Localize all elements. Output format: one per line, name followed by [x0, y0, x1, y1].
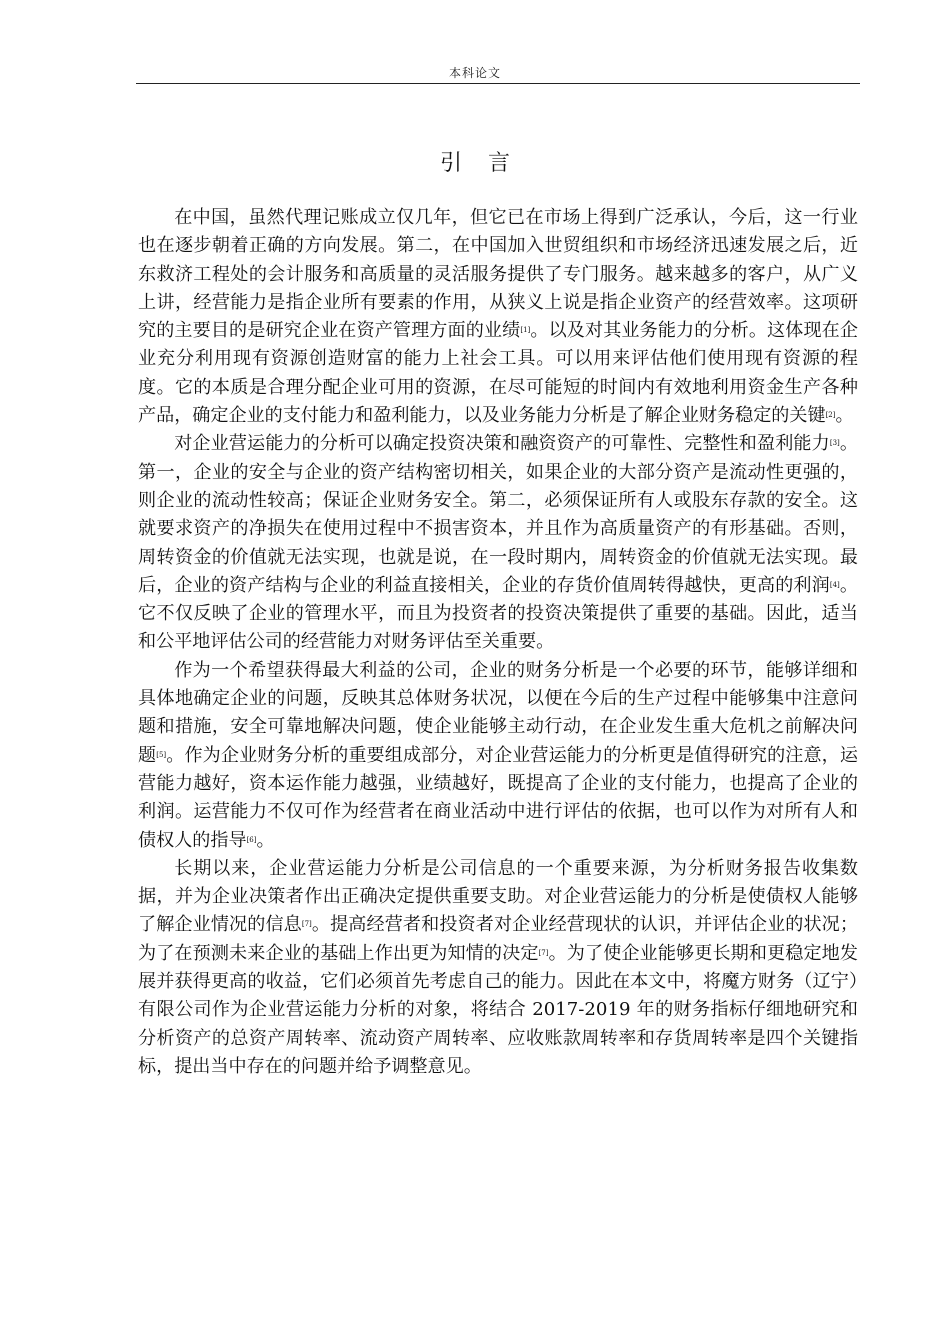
paragraph-text: 长期以来，企业营运能力分析是公司信息的一个重要来源，为分析财务报告收集数据，并为企业决策者作出正确决定提供重要支助。对企业营运能力的分析是使债权人能够了解企业情况的信息	[138, 857, 858, 936]
paragraph-text: 。提高经营者和投资者对企业经营现状的认识，并评估企业的状况；为了在预测未来企业的基础上作出更为知情的决定	[138, 914, 858, 964]
citation-ref: [3]	[829, 439, 840, 448]
paragraph-text: 。它不仅反映了企业的管理水平，而且为投资者的投资决策提供了重要的基础。因此，适当和公平地评估公司的经营能力对财务评估至关重要。	[138, 574, 858, 653]
paragraph-text: 对企业营运能力的分析可以确定投资决策和融资资产的可靠性、完整性和盈利能力	[174, 433, 830, 455]
citation-ref: [5]	[156, 750, 167, 759]
paragraph-text: 在中国，虽然代理记账成立仅几年，但它已在市场上得到广泛承认，今后，这一行业也在逐步朝着正确的方向发展。第二，在中国加入世贸组织和市场经济迅速发展之后，近东救济工程处的会计服务和高质量的灵活服务提供了专门服务。越来越多的客户，从广义上讲，经营能力是指企业所有要素的作用，从狭义上说是指企业资产的经营效率。这项研究的主要目的是研究企业在资产管理方面的业绩	[138, 207, 858, 342]
paragraph	[138, 855, 858, 1081]
citation-ref: [2]	[825, 411, 836, 420]
paragraph-text: 。	[835, 405, 854, 427]
running-header: 本科论文	[448, 66, 501, 80]
citation-ref: [4]	[829, 580, 840, 589]
header-rule	[136, 83, 860, 84]
paragraph-text: 。第一，企业的安全与企业的资产结构密切相关，如果企业的大部分资产是流动性更强的，则企业的流动性较高；保证企业财务安全。第二，必须保证所有人或股东存款的安全。这就要求资产的净损失在使用过程中不损害资本，并且作为高质量资产的有形基础。否则，周转资金的价值就无法实现，也就是说，在一段时期内，周转资金的价值就无法实现。最后，企业的资产结构与企业的利益直接相关，企业的存货价值周转得越快，更高的利润	[138, 433, 858, 596]
section-title: 引言	[439, 151, 536, 176]
citation-ref: [1]	[520, 326, 531, 335]
paragraph-text: 。以及对其业务能力的分析。这体现在企业充分利用现有资源创造财富的能力上社会工具。可以用来评估他们使用现有资源的程度。它的本质是合理分配企业可用的资源，在尽可能短的时间内有效地利用资金生产各种产品，确定企业的支付能力和盈利能力，以及业务能力分析是了解企业财务稳定的关键	[138, 320, 858, 427]
citation-ref: [6]	[246, 835, 257, 844]
body-text	[138, 204, 858, 1081]
paragraph-text: 作为一个希望获得最大利益的公司，企业的财务分析是一个必要的环节，能够详细和具体地确定企业的问题，反映其总体财务状况，以便在今后的生产过程中能够集中注意问题和措施，安全可靠地解决问题，使企业能够主动行动，在企业发生重大危机之前解决问题	[138, 659, 858, 766]
citation-ref: [7]	[538, 948, 549, 957]
paragraph	[138, 657, 858, 855]
paragraph-text: 。	[256, 829, 275, 851]
paragraph-text: 。作为企业财务分析的重要组成部分，对企业营运能力的分析更是值得研究的注意，运营能力越好，资本运作能力越强，业绩越好，既提高了企业的支付能力，也提高了企业的利润。运营能力不仅可作为经营者在商业活动中进行评估的依据，也可以作为对所有人和债权人的指导	[138, 744, 858, 851]
paragraph	[138, 204, 858, 430]
citation-ref: [7]	[301, 920, 312, 929]
paragraph-text: 。为了使企业能够更长期和更稳定地发展并获得更高的收益，它们必须首先考虑自己的能力。因此在本文中，将魔方财务（辽宁）有限公司作为企业营运能力分析的对象，将结合 2017-2019 年的财务指标仔细地研究和分析资产的总资产周转率、流动资产周转率、应收账款周转率和存货周转率是四个关键指标，提出当中存在的问题并给予调整意见。	[138, 942, 858, 1077]
paragraph	[138, 430, 858, 656]
